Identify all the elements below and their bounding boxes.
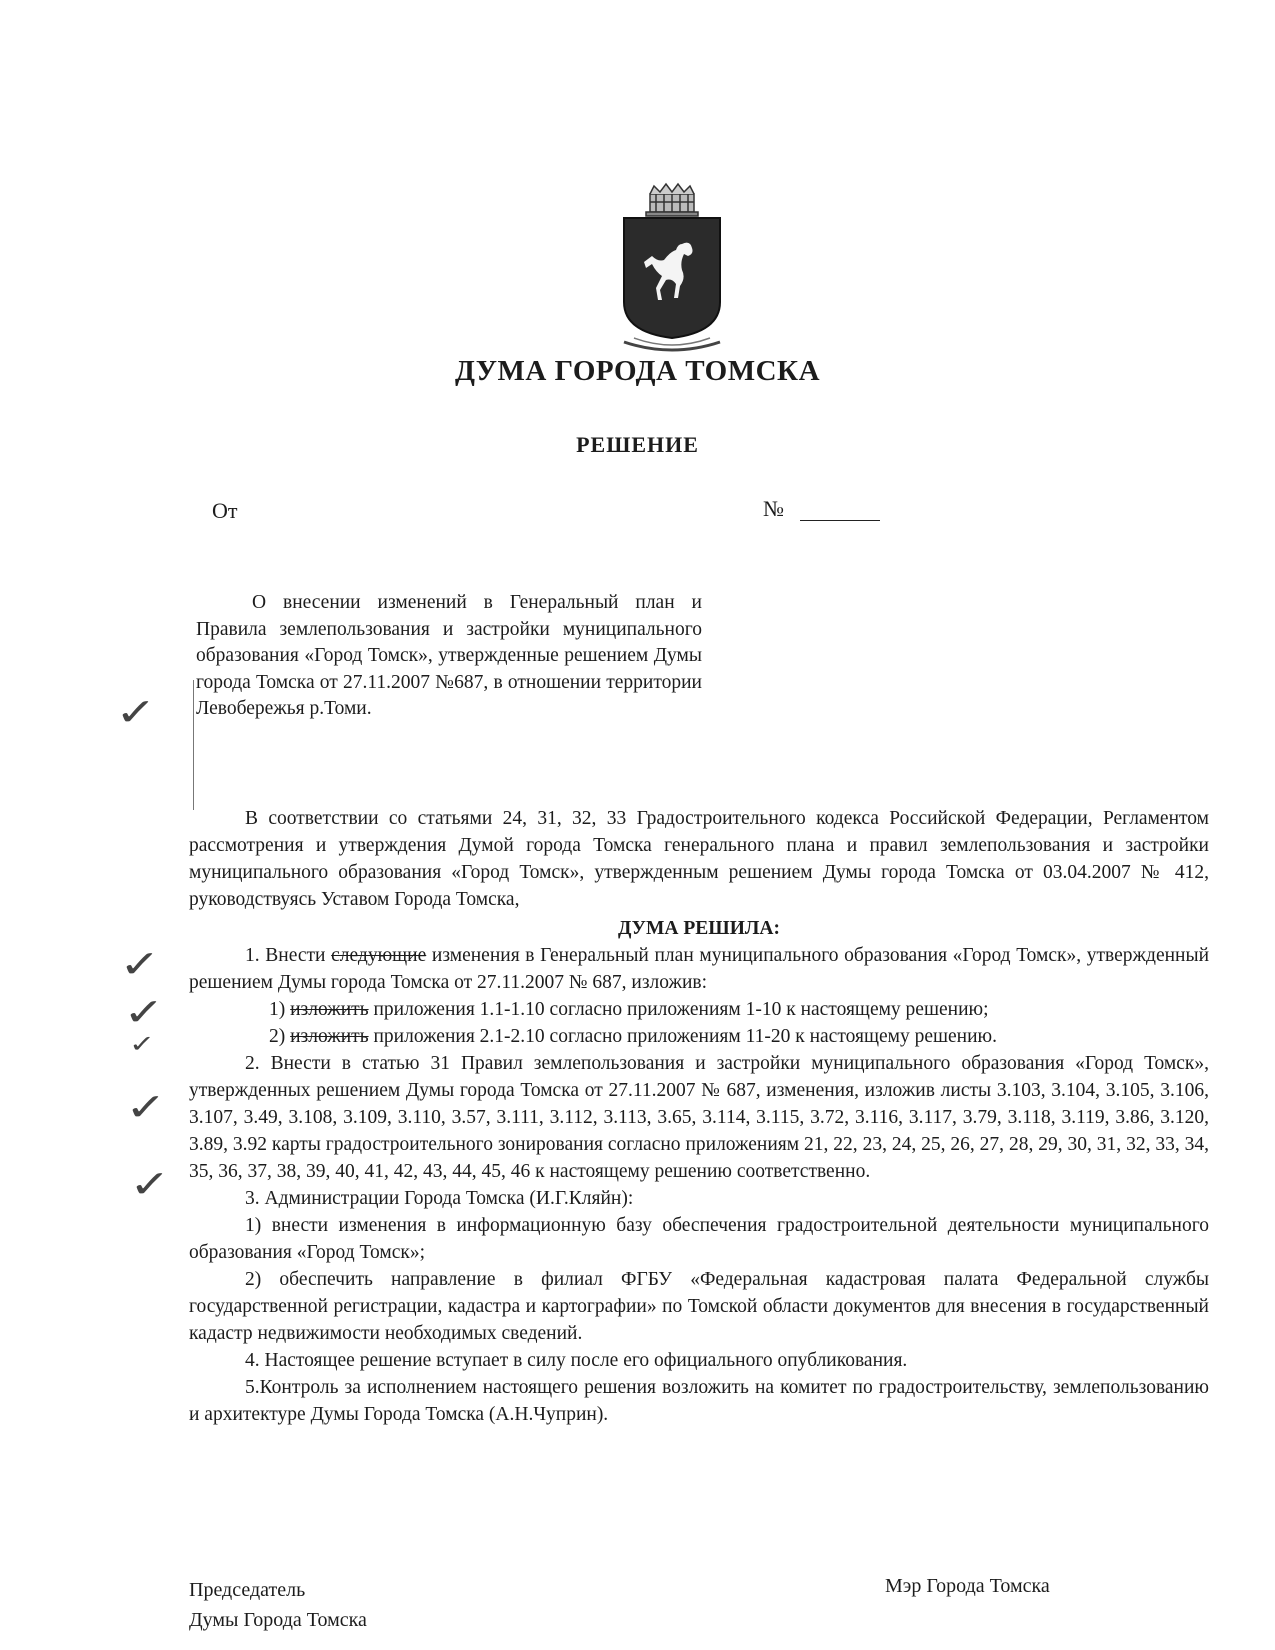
date-label: От [212,498,238,523]
check-mark-icon: ✓ [119,942,161,986]
p1-1-text: приложения 1.1-1.10 согласно приложениям 1-10 к настоящему решению; [373,999,989,1020]
check-mark-icon: ✓ [129,1162,171,1206]
resolved-heading: ДУМА РЕШИЛА: [618,918,780,939]
paragraph-3-1: 1) внести изменения в информационную базу обеспечения градостроительной деятельности муниципального образования «Город Томск»; [189,1215,1209,1263]
p1-2-text: приложения 2.1-2.10 согласно приложениям 11-20 к настоящему решению. [373,1026,997,1047]
preamble: В соответствии со статьями 24, 31, 32, 33 Градостроительного кодекса Российской Федерации, Регламентом рассмотрения и утверждения Думой города Томска генерального плана и правил землепользования и застройки муниципального образования «Город Томск», утвержденным решением Думы города Томска от 03.04.2007 № 412, руководствуясь Уставом Города Томска, [189,808,1209,910]
ribbon-icon [624,342,720,350]
number-label: № [763,496,784,521]
p1-struck-word: следующие [331,945,427,966]
p1-rest: изменения в Генеральный план муниципального образования «Город Томск», утвержденный решением Думы города Томска от 27.11.2007 № 687, изложив: [189,945,1210,993]
document-type: РЕШЕНИЕ [576,432,699,457]
document-body [189,805,1209,1428]
signature-chairman-title: Председатель [189,1579,306,1601]
number-blank-line [800,520,880,521]
paragraph-1-1 [189,996,1209,1023]
check-mark-icon: ✓ [115,690,157,734]
paragraph-2: 2. Внести в статью 31 Правил землепользования и застройки муниципального образования «Город Томск», утвержденных решением Думы города Томска от 27.11.2007 № 687, изменения, изложив листы 3.103, 3.104, 3.105, 3.106, 3.107, 3.49, 3.108, 3.109, 3.110, 3.57, 3.111, 3.112, 3.113, 3.65, 3.114, 3.115, 3.72, 3.116, 3.117, 3.79, 3.118, 3.119, 3.86, 3.120, 3.89, 3.92 карты градостроительного зонирования согласно приложениям 21, 22, 23, 24, 25, 26, 27, 28, 29, 30, 31, 32, 33, 34, 35, 36, 37, 38, 39, 40, 41, 42, 43, 44, 45, 46 к настоящему решению соответственно. [189,1053,1209,1182]
paragraph-3: 3. Администрации Города Томска (И.Г.Кляйн): [245,1188,634,1209]
check-mark-icon: ✓ [123,990,165,1034]
signature-chairman-body: Думы Города Томска [189,1609,367,1631]
check-mark-icon: ✓ [128,1030,156,1058]
check-mark-icon: ✓ [125,1085,167,1129]
paragraph-3-2: 2) обеспечить направление в филиал ФГБУ «Федеральная кадастровая палата Федеральной службы государственной регистрации, кадастра и картографии» по Томской области документов для внесения в государственный кадастр недвижимости необходимых сведений. [189,1269,1209,1344]
signature-mayor: Мэр Города Томска [885,1575,1050,1597]
subject-text: О внесении изменений в Генеральный план и Правила землепользования и застройки муниципального образования «Город Томск», утвержденные решением Думы города Томска от 27.11.2007 №687, в отношении территории Левобережья р.Томи. [196,592,702,719]
p1-2-struck-word: изложить [290,1026,369,1047]
p1-start: 1. Внести [245,945,326,966]
crown-icon [646,184,698,216]
org-title: ДУМА ГОРОДА ТОМСКА [454,355,821,387]
paragraph-1-2 [189,1023,1209,1050]
tomsk-coat-of-arms [620,182,724,354]
subject-block [196,590,702,723]
signature-chairman [189,1575,367,1635]
p1-1-struck-word: изложить [290,999,369,1020]
p1-1-num: 1) [269,999,286,1020]
margin-line [193,680,194,810]
paragraph-5: 5.Контроль за исполнением настоящего решения возложить на комитет по градостроительству, землепользованию и архитектуре Думы Города Томска (А.Н.Чуприн). [189,1377,1209,1425]
p1-2-num: 2) [269,1026,286,1047]
paragraph-1 [189,942,1209,996]
paragraph-4: 4. Настоящее решение вступает в силу после его официального опубликования. [245,1350,908,1371]
